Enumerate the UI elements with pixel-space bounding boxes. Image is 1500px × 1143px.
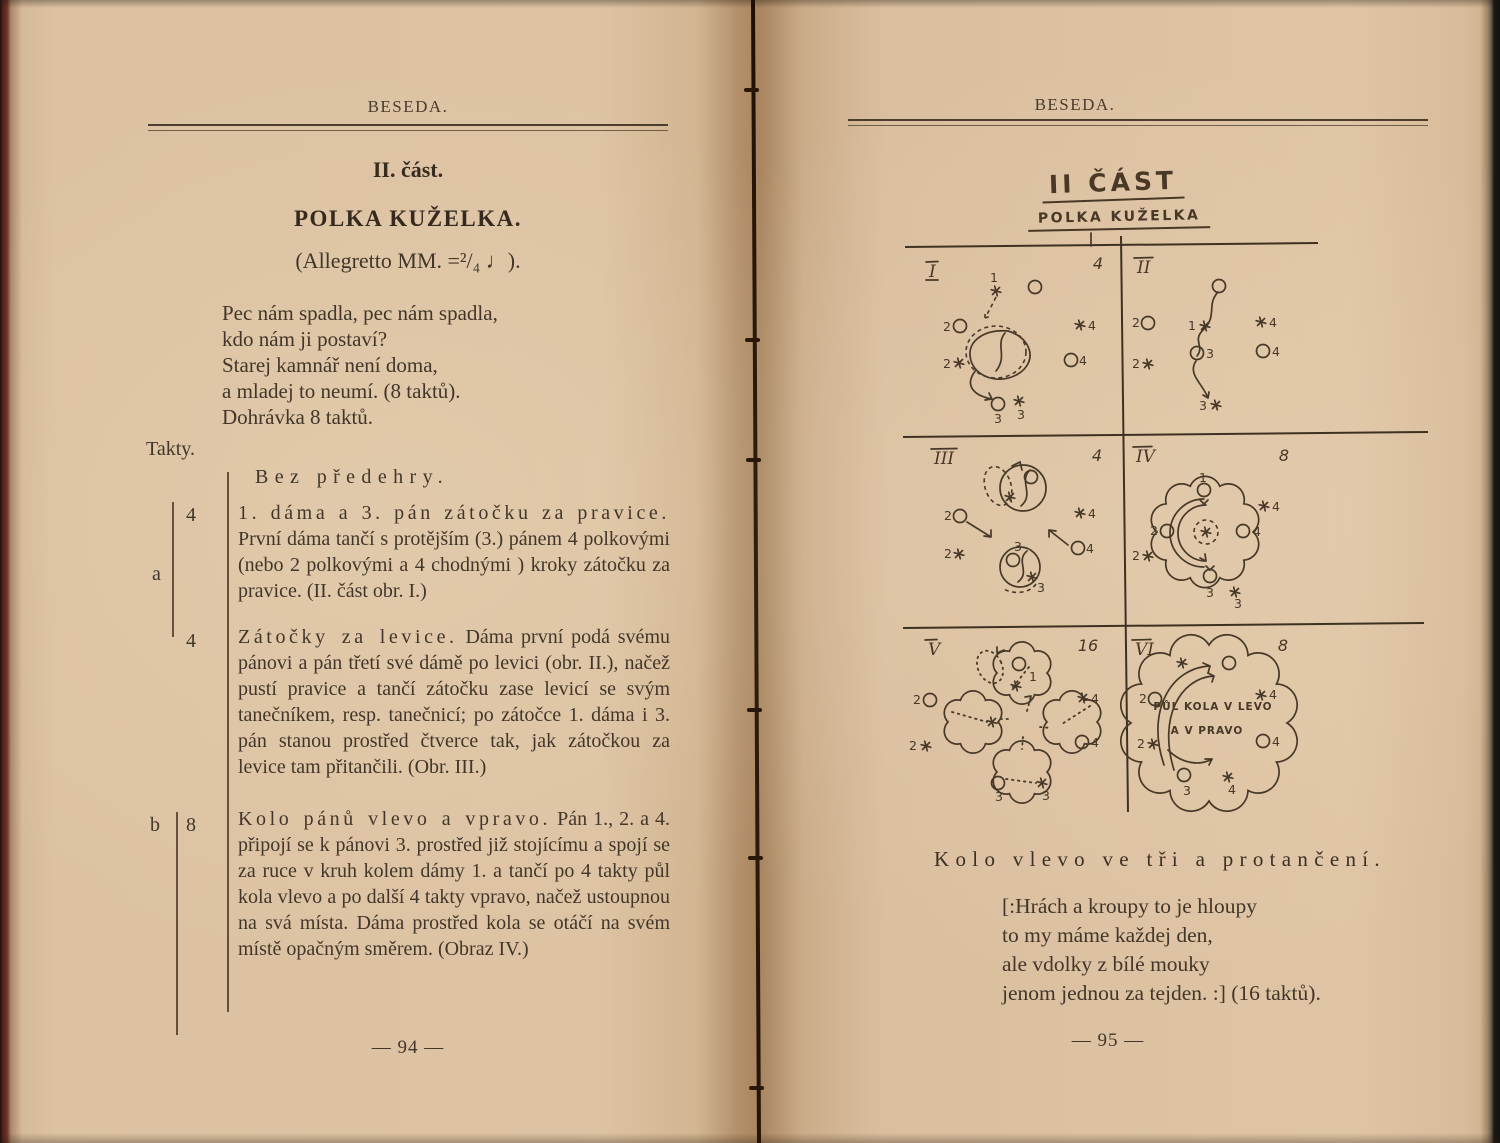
scan-edge <box>1480 0 1500 1143</box>
diagram-text: 3 <box>1014 539 1022 554</box>
left-running-head: BESEDA. <box>367 97 449 116</box>
part-heading: II. část. <box>372 157 444 182</box>
lady-ring <box>1237 525 1250 538</box>
diagram-cell-III <box>931 446 1102 595</box>
diagram-text: 4 <box>1086 541 1094 556</box>
diagram-text: PŮL KOLA V LEVO <box>1153 701 1273 713</box>
diagram-text: 4 <box>1272 734 1280 749</box>
lady-ring <box>1013 658 1026 671</box>
lady-ring <box>1198 484 1211 497</box>
dance-title: POLKA KUŽELKA. <box>293 206 523 231</box>
diagram-text: 3 <box>1037 580 1045 595</box>
diagram-text: 3 <box>1234 596 1242 611</box>
figure-paragraph <box>238 806 670 962</box>
figure-text: První dáma tančí s protějším (3.) pánem 4 polkovými (nebo 2 polkovými a 4 chodnými ) kroky zátočku za pravice. (II. část obr. I.) <box>238 528 670 602</box>
figure-lead: Zátočky za levice. <box>238 626 458 648</box>
spine-stitch <box>745 338 760 342</box>
page-number-right: — 95 — <box>1071 1030 1145 1051</box>
spine-stitch <box>747 708 762 712</box>
lady-ring <box>954 320 967 333</box>
lady-ring <box>1213 280 1226 293</box>
bars-count: 8 <box>186 814 196 836</box>
diagram-text: 4 <box>1091 691 1099 706</box>
handwritten-dance-title: POLKA KUŽELKA <box>1028 207 1211 232</box>
figure-lead: Kolo pánů vlevo a vpravo. <box>238 808 552 830</box>
lady-ring <box>1142 317 1155 330</box>
cell-bar-count: 16 <box>1077 636 1099 655</box>
lady-ring <box>1007 554 1020 567</box>
diagram-cell-I <box>926 254 1103 426</box>
diagram-text: 1 <box>990 270 998 285</box>
lady-ring <box>954 510 967 523</box>
figure-paragraph <box>238 500 670 604</box>
diagram-text: 3 <box>1183 783 1191 798</box>
diagram-cell-IV <box>1132 446 1289 611</box>
verse-line: [:Hrách a kroupy to je hloupy <box>1002 894 1257 918</box>
bars-count: 4 <box>186 504 196 526</box>
cell-bar-count: 4 <box>1092 254 1104 273</box>
diagram-text: 3 <box>1042 788 1050 803</box>
cell-bar-count: 4 <box>1091 446 1103 465</box>
lady-ring <box>924 694 937 707</box>
diagram-text: 4 <box>1269 315 1277 330</box>
figure-text: Dáma první podá svému pánovi a pán třetí své dámě po levici (obr. II.), načež pustí pravice a tančí zátočku zase levicí se svým tanečníkem, resp. tanečnicí; po zátočce 1. dáma i 3. pán stanou prostřed čtverce tak, jak zátočkou za levice tam přitančili. (Obr. III.) <box>238 626 670 778</box>
diagram-text: 2 <box>909 738 917 753</box>
cell-I-strokes <box>966 297 1030 400</box>
lady-ring <box>992 398 1005 411</box>
verse-line: to my máme každej den, <box>1002 923 1213 947</box>
cell-label: VI <box>1135 640 1154 660</box>
grid-lines <box>903 233 1428 812</box>
verse-line: kdo nám ji postaví? <box>222 327 388 351</box>
diagram-text: 3 <box>995 789 1003 804</box>
verse-line: Dohrávka 8 taktů. <box>222 405 374 429</box>
verse-line: jenom jednou za tejden. :] (16 taktů). <box>1002 981 1321 1005</box>
lady-ring <box>1257 345 1270 358</box>
diagram-text: 2 <box>913 692 921 707</box>
diagram-text: 4 <box>1088 318 1096 333</box>
figure-text: Pán 1., 2. a 4. připojí se k pánovi 3. prostřed již stojícímu a spojí se za ruce v kruh kolem dámy 1. a tančí po 4 takty půl kola vlevo a po další 4 takty vpravo, načež ustoupnou na svá místa. Dáma prostřed kola se otáčí na svém místě opačným směrem. (Obraz IV.) <box>238 808 670 960</box>
lady-ring <box>1223 657 1236 670</box>
right-head-rule-top <box>848 119 1428 121</box>
diagram-text: 3 <box>1206 585 1214 600</box>
cell-bar-count: 8 <box>1278 446 1290 465</box>
bottom-shadow <box>0 1133 1500 1143</box>
lady-ring <box>1178 769 1191 782</box>
diagram-text: 4 <box>1253 524 1261 539</box>
diagram-text: 1 <box>1029 669 1037 684</box>
book-spine <box>751 0 761 1143</box>
lady-ring <box>1191 347 1204 360</box>
cell-VI-strokes <box>1158 663 1214 770</box>
cell-label: V <box>928 640 941 660</box>
spine-stitch <box>746 458 761 462</box>
diagram-text: 4 <box>1272 499 1280 514</box>
takty-label: Takty. <box>146 438 195 460</box>
left-head-rule-top <box>148 124 668 126</box>
diagram-text: 2 <box>944 508 952 523</box>
spine-stitch <box>748 856 763 860</box>
diagram-text: 3 <box>994 411 1002 426</box>
right-head-rule-bottom <box>848 125 1428 126</box>
spine-stitch <box>749 1086 764 1090</box>
cell-II-strokes <box>1193 292 1218 398</box>
diagram-text: 1 <box>1188 318 1196 333</box>
cell-label: III <box>934 449 955 469</box>
right-running-head: BESEDA. <box>1034 95 1116 114</box>
closing-heading: Kolo vlevo ve tři a protančení. <box>934 847 1386 871</box>
diagram-cell-VI <box>1121 635 1297 811</box>
lady-ring <box>1076 736 1089 749</box>
diagram-cell-V <box>909 636 1101 804</box>
diagram-text: 4 <box>1079 353 1087 368</box>
song-verse-right <box>1002 892 1321 1008</box>
group-a-bracket <box>172 502 174 637</box>
lady-ring <box>1204 570 1217 583</box>
figure-lead: 1. dáma a 3. pán zátočku za pravice. <box>238 502 670 524</box>
diagram-text: 2 <box>1139 691 1147 706</box>
dance-diagram <box>850 228 1450 828</box>
diagram-text: 4 <box>1272 344 1280 359</box>
tempo-line: (Allegretto MM. =²/₄ ♩). <box>295 248 521 273</box>
cell-V-strokes <box>952 647 1090 783</box>
book-cover-edge <box>0 0 22 1143</box>
diagram-text: 2 <box>943 356 951 371</box>
diagram-text: 3 <box>1206 346 1214 361</box>
diagram-text: 4 <box>1269 687 1277 702</box>
diagram-text: 3 <box>1199 398 1207 413</box>
takty-column-rule <box>227 472 229 1012</box>
diagram-text: 2 <box>1132 315 1140 330</box>
lady-ring <box>1257 735 1270 748</box>
cell-III-strokes <box>967 462 1068 592</box>
left-head-rule-bottom <box>148 130 668 131</box>
diagram-text: 2 <box>1150 523 1158 538</box>
verse-line: a mladej to neumí. (8 taktů). <box>222 379 461 403</box>
diagram-text: 2 <box>943 319 951 334</box>
diagram-marks <box>909 254 1297 811</box>
cell-IV-strokes <box>1170 499 1218 570</box>
top-shadow <box>0 0 1500 8</box>
verse-line: Pec nám spadla, pec nám spadla, <box>222 301 498 325</box>
diagram-text: 1 <box>1199 470 1207 485</box>
diagram-cell-II <box>1132 258 1280 414</box>
group-b-bracket <box>176 812 178 1035</box>
spine-stitch <box>744 88 759 92</box>
diagram-text: 2 <box>944 546 952 561</box>
lady-ring <box>1072 542 1085 555</box>
bars-count: 4 <box>186 630 196 652</box>
page-number-left: — 94 — <box>371 1037 445 1058</box>
diagram-text: 2 <box>1137 736 1145 751</box>
diagram-text: 2 <box>1132 356 1140 371</box>
verse-line: ale vdolky z bílé mouky <box>1002 952 1210 976</box>
cell-label: II <box>1137 258 1151 278</box>
cell-label: IV <box>1136 447 1155 467</box>
group-label: a <box>152 563 161 585</box>
lady-ring <box>1029 281 1042 294</box>
diagram-text: 4 <box>1091 735 1099 750</box>
diagram-text: A V PRAVO <box>1170 725 1244 737</box>
song-verse <box>222 300 498 430</box>
diagram-text: 4 <box>1088 506 1096 521</box>
diagram-text: 2 <box>1132 548 1140 563</box>
intro-line: Bez předehry. <box>255 466 450 488</box>
figure-paragraph <box>238 624 670 780</box>
cell-label: I <box>929 262 936 282</box>
group-label: b <box>150 814 160 836</box>
handwritten-part-title: II ČÁST <box>1041 166 1184 204</box>
lady-ring <box>1161 525 1174 538</box>
diagram-text: 3 <box>1017 407 1025 422</box>
verse-line: Starej kamnář není doma, <box>222 353 438 377</box>
cell-bar-count: 8 <box>1277 636 1289 655</box>
diagram-text: 4 <box>1228 782 1236 797</box>
lady-ring <box>1065 354 1078 367</box>
